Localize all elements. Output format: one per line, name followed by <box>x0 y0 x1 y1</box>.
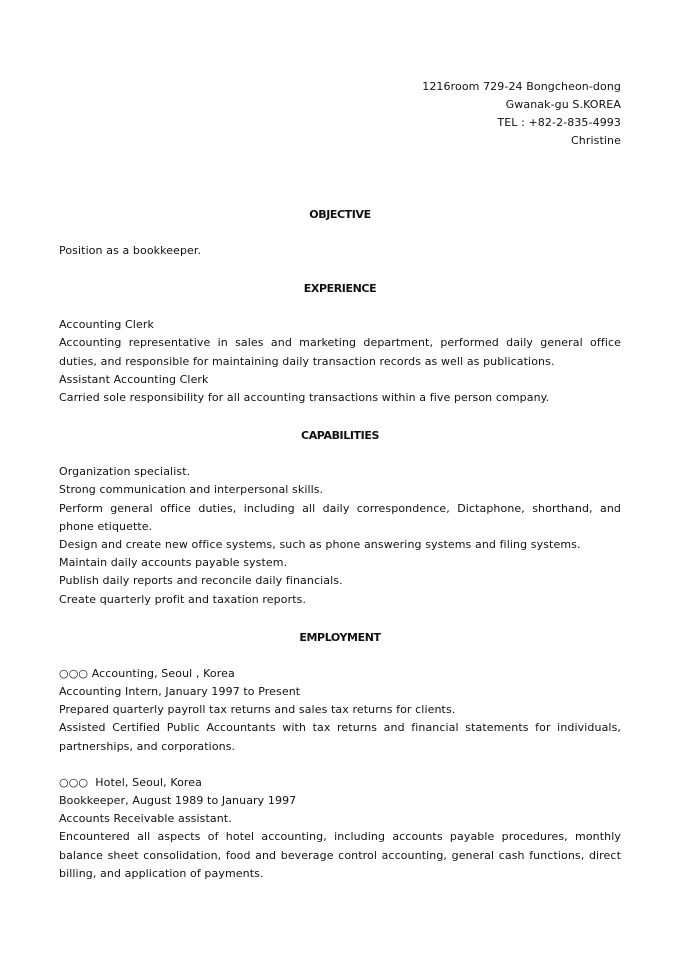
experience-description-1: Accounting representative in sales and marketing department, performed daily general office duties, and responsible for maintaining daily transaction records as well as publications. <box>59 336 621 368</box>
experience-section <box>59 316 621 407</box>
contact-name: Christine <box>571 134 621 147</box>
capability-item: Strong communication and interpersonal skills. <box>59 483 324 497</box>
capability-item: Create quarterly profit and taxation reports. <box>59 592 307 606</box>
experience-description-2: Carried sole responsibility for all accounting transactions within a five person company. <box>59 391 550 405</box>
job-duty: Accounts Receivable assistant. <box>59 812 232 826</box>
objective-text: Position as a bookkeeper. <box>59 244 202 257</box>
employment-entry-2 <box>59 774 621 883</box>
capability-item: Design and create new office systems, such as phone answering systems and filing systems. <box>59 538 581 552</box>
objective-heading: OBJECTIVE <box>309 208 371 221</box>
capability-item: Perform general office duties, including all daily correspondence, Dictaphone, shorthand, and phone etiquette. <box>59 501 621 533</box>
experience-title-1: Accounting Clerk <box>59 318 154 332</box>
employment-entry-1 <box>59 665 621 756</box>
resume-page <box>59 78 621 883</box>
address-line-1: 1216room 729-24 Bongcheon-dong <box>422 80 621 93</box>
capability-item: Publish daily reports and reconcile daily financials. <box>59 574 343 588</box>
employment-heading: EMPLOYMENT <box>299 630 381 644</box>
employer-name: ○○○ Hotel, Seoul, Korea <box>59 775 203 789</box>
employment-section <box>59 665 621 883</box>
job-duty: Assisted Certified Public Accountants with tax returns and financial statements for individuals, partnerships, and corporations. <box>59 721 621 753</box>
phone-line: TEL : +82-2-835-4993 <box>497 116 621 129</box>
experience-heading: EXPERIENCE <box>303 282 377 296</box>
job-title: Bookkeeper, August 1989 to January 1997 <box>59 794 297 808</box>
job-duty: Prepared quarterly payroll tax returns and sales tax returns for clients. <box>59 703 456 717</box>
address-line-2: Gwanak-gu S.KOREA <box>505 98 621 111</box>
capabilities-heading: CAPABILITIES <box>301 429 379 443</box>
employer-name: ○○○ Accounting, Seoul , Korea <box>59 666 235 680</box>
job-title: Accounting Intern, January 1997 to Present <box>59 685 301 699</box>
capability-item: Organization specialist. <box>59 465 191 479</box>
capabilities-section <box>59 463 621 609</box>
capability-item: Maintain daily accounts payable system. <box>59 556 288 570</box>
entry-spacer <box>59 756 621 774</box>
job-duty: Encountered all aspects of hotel accounting, including accounts payable procedures, monthly balance sheet consolidation, food and beverage control accounting, general cash functions, direct billing, and application of payments. <box>59 830 621 880</box>
experience-title-2: Assistant Accounting Clerk <box>59 372 209 386</box>
contact-block <box>59 78 621 150</box>
